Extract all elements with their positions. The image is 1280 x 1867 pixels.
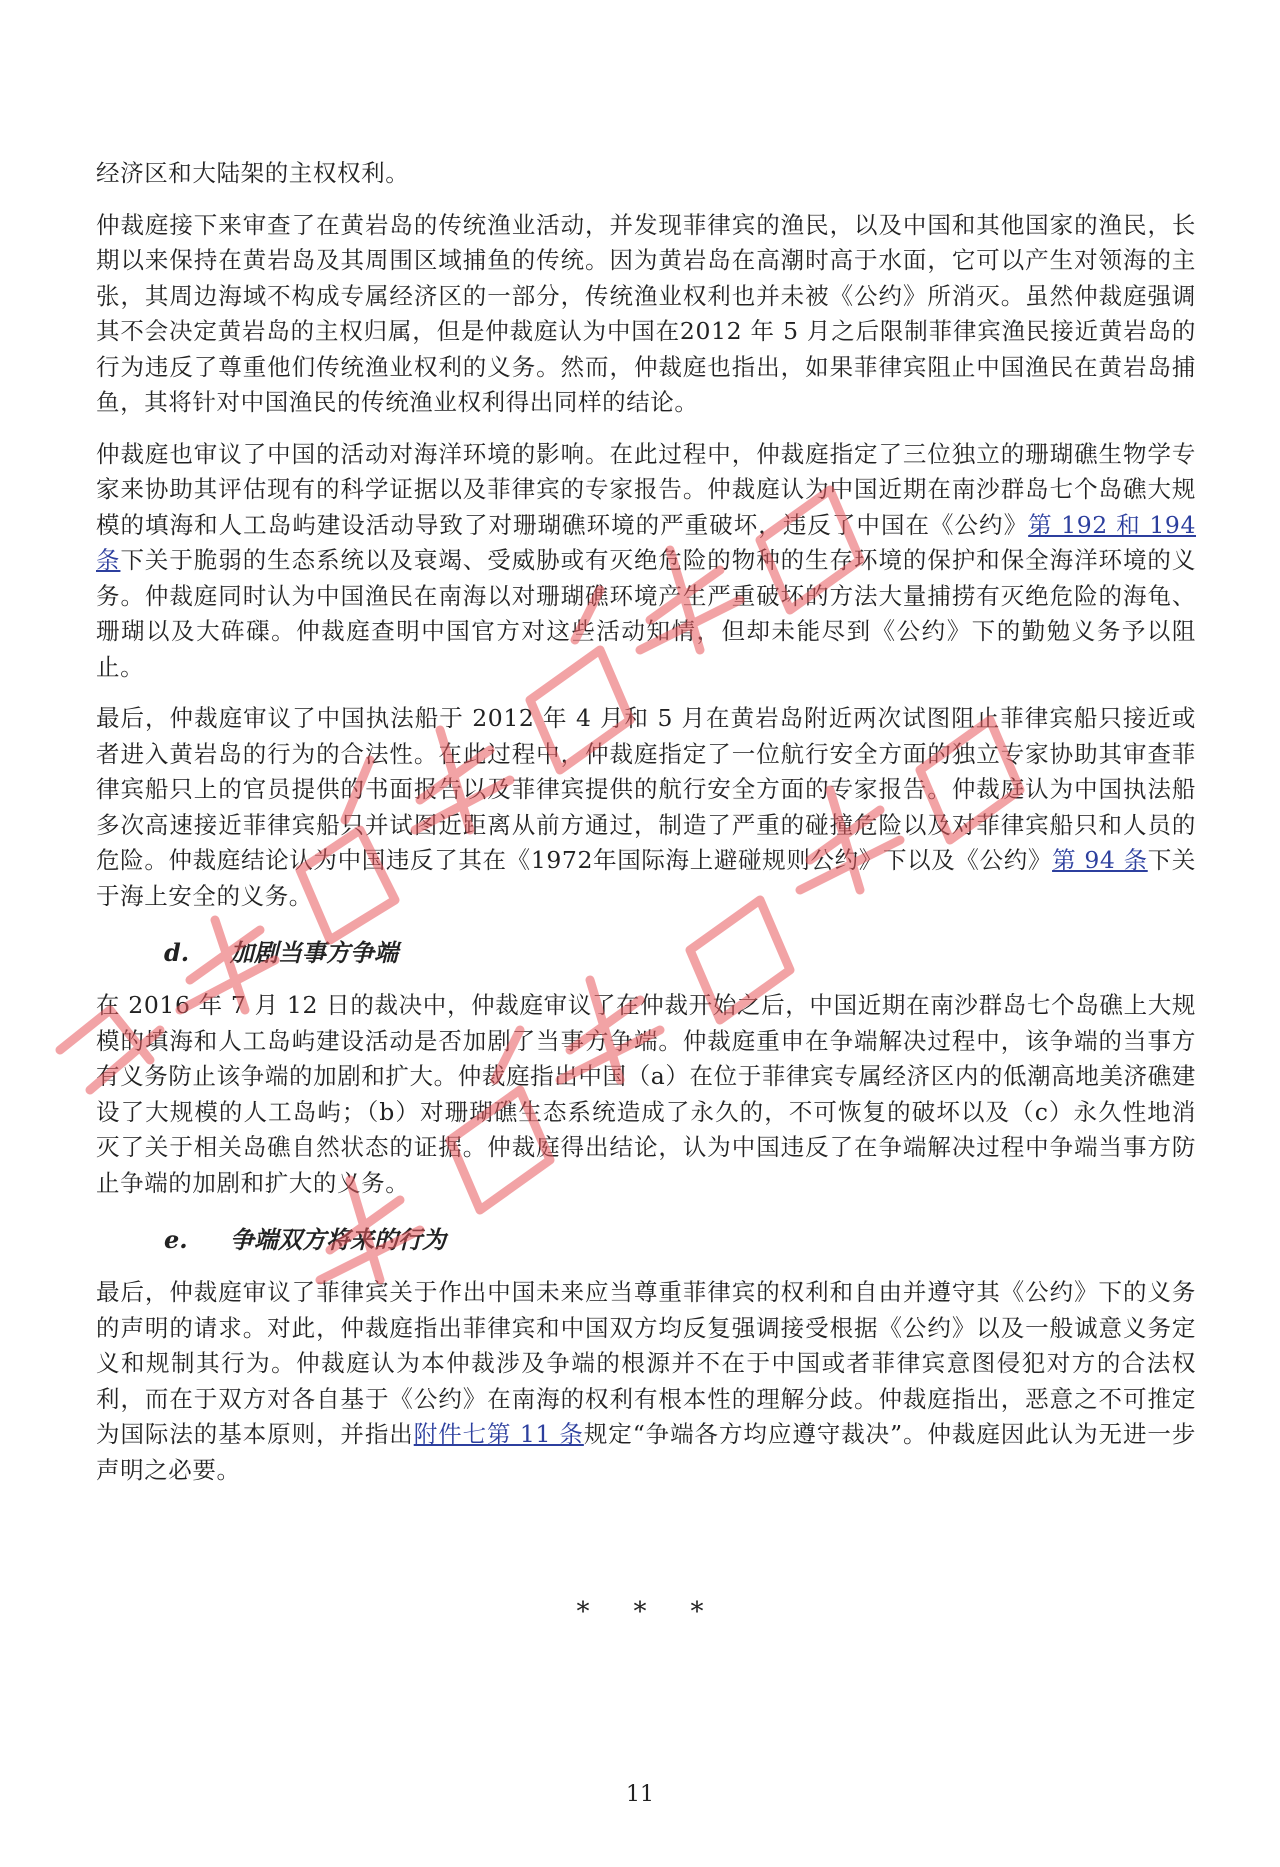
paragraph-text: 仲裁庭也审议了中国的活动对海洋环境的影响。在此过程中，仲裁庭指定了三位独立的珊瑚礁生物学专家来协助其评估现有的科学证据以及菲律宾的专家报告。仲裁庭认为中国近期在南沙群岛七个岛礁大规模的填海和人工岛屿建设活动导致了对珊瑚礁环境的严重破坏，违反了中国在《公约》 (96, 439, 1196, 539)
paragraph-future-conduct (96, 1275, 1196, 1488)
paragraph-text: 下关于脆弱的生态系统以及衰竭、受威胁或有灭绝危险的物种的生存环境的保护和保全海洋环境的义务。仲裁庭同时认为中国渔民在南海以对珊瑚礁环境产生严重破坏的方法大量捕捞有灭绝危险的海龟、珊瑚以及大砗磲。仲裁庭查明中国官方对这些活动知情，但却未能尽到《公约》下的勤勉义务予以阻止。 (96, 546, 1196, 681)
separator-star: * (633, 1597, 647, 1627)
separator-star: * (690, 1597, 704, 1627)
section-letter: e. (164, 1225, 188, 1254)
paragraph-text: 最后，仲裁庭审议了菲律宾关于作出中国未来应当尊重菲律宾的权利和自由并遵守其《公约》下的义务的声明的请求。对此，仲裁庭指出菲律宾和中国双方均反复强调接受根据《公约》以及一般诚意义务定义和规制其行为。仲裁庭认为本仲裁涉及争端的根源并不在于中国或者菲律宾意图侵犯对方的合法权利，而在于双方对各自基于《公约》在南海的权利有根本性的理解分歧。仲裁庭指出，恶意之不可推定为国际法的基本原则，并指出 (96, 1278, 1196, 1448)
section-heading-d (164, 936, 1196, 970)
paragraph-aggravation: 在 2016 年 7 月 12 日的裁决中，仲裁庭审议了在仲裁开始之后，中国近期在南沙群岛七个岛礁上大规模的填海和人工岛屿建设活动是否加剧了当事方争端。仲裁庭重申在争端解决过程中，该争端的当事方有义务防止该争端的加剧和扩大。仲裁庭指出中国（a）在位于菲律宾专属经济区内的低潮高地美济礁建设了大规模的人工岛屿；（b）对珊瑚礁生态系统造成了永久的，不可恢复的破坏以及（c）永久性地消灭了关于相关岛礁自然状态的证据。仲裁庭得出结论，认为中国违反了在争端解决过程中争端当事方防止争端的加剧和扩大的义务。 (96, 991, 1196, 1197)
paragraph-text: 下关于海上安全的义务。 (96, 846, 1196, 910)
paragraph-marine-environment (96, 437, 1196, 686)
section-letter: d. (164, 938, 190, 967)
document-body (96, 156, 1196, 1504)
paragraph-traditional-fishing: 仲裁庭接下来审查了在黄岩岛的传统渔业活动，并发现菲律宾的渔民，以及中国和其他国家的渔民，长期以来保持在黄岩岛及其周围区域捕鱼的传统。因为黄岩岛在高潮时高于水面，它可以产生对领海的主张，其周边海域不构成专属经济区的一部分，传统渔业权利也并未被《公约》所消灭。虽然仲裁庭强调其不会决定黄岩岛的主权归属，但是仲裁庭认为中国在2012 年 5 月之后限制菲律宾渔民接近黄岩岛的行为违反了尊重他们传统渔业权利的义务。然而，仲裁庭也指出，如果菲律宾阻止中国渔民在黄岩岛捕鱼，其将针对中国渔民的传统渔业权利得出同样的结论。 (96, 210, 1196, 416)
paragraph-text: 最后，仲裁庭审议了中国执法船于 2012 年 4 月和 5 月在黄岩岛附近两次试图阻止菲律宾船只接近或者进入黄岩岛的行为的合法性。在此过程中，仲裁庭指定了一位航行安全方面的独立专家协助其审查菲律宾船只上的官员提供的书面报告以及菲律宾提供的航行安全方面的专家报告。仲裁庭认为中国执法船多次高速接近菲律宾船只并试图近距离从前方通过，制造了严重的碰撞危险以及对菲律宾船只和人员的危险。仲裁庭结论认为中国违反了其在《1972年国际海上避碰规则公约》下以及《公约》 (96, 704, 1196, 874)
section-title: 争端双方将来的行为 (230, 1225, 446, 1254)
annex-vii-article-11-link[interactable]: 附件七第 11 条 (413, 1420, 584, 1448)
section-heading-e (164, 1223, 1196, 1257)
article-192-194-link[interactable]: 第 192 和 194 条 (96, 510, 1196, 574)
section-separator (0, 1597, 1280, 1627)
page-number: 11 (626, 1782, 654, 1807)
paragraph-text: 规定“争端各方均应遵守裁决”。仲裁庭因此认为无进一步声明之必要。 (96, 1420, 1196, 1484)
separator-star: * (576, 1597, 590, 1627)
paragraph-law-enforcement (96, 701, 1196, 914)
section-title: 加剧当事方争端 (230, 938, 398, 967)
paragraph-1: 经济区和大陆架的主权权利。 (96, 159, 410, 187)
article-94-link[interactable]: 第 94 条 (1052, 846, 1148, 874)
